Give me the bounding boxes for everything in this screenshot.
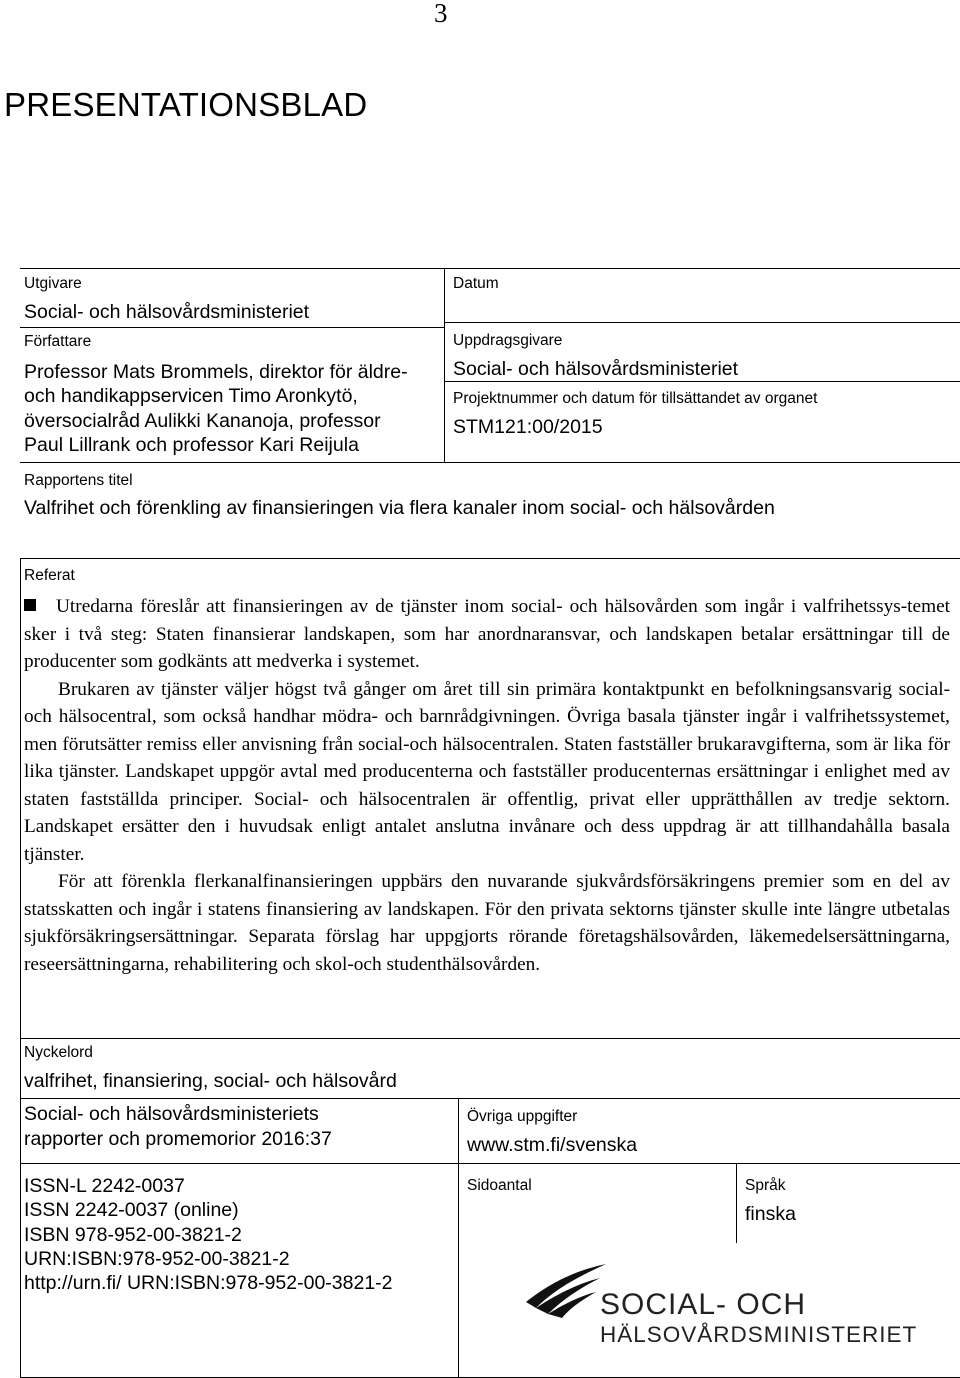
identifier-url: http://urn.fi/ URN:ISBN:978-952-00-3821-2	[24, 1272, 393, 1295]
identifier-issn-l: ISSN-L 2242-0037	[24, 1175, 185, 1197]
date-label: Datum	[453, 275, 499, 292]
authors-line: översocialråd Aulikki Kananoja, professor	[24, 409, 381, 432]
form-top-border	[20, 268, 960, 269]
identifier-isbn: ISBN 978-952-00-3821-2	[24, 1223, 242, 1246]
ministry-logo	[520, 1262, 920, 1362]
form-column-divider	[444, 268, 445, 462]
project-value: STM121:00/2015	[453, 416, 603, 438]
publisher-value: Social- och hälsovårdsministeriet	[24, 301, 310, 323]
authors-line: Professor Mats Brommels, direktor för äldre-	[24, 361, 408, 383]
series-section-bottom	[20, 1163, 960, 1164]
authors-label: Författare	[24, 333, 92, 350]
authors-line: och handikappservicen Timo Aronkytö,	[24, 385, 358, 408]
language-label: Språk	[745, 1177, 786, 1194]
other-info-value: www.stm.fi/svenska	[467, 1134, 638, 1156]
ministry-swoosh-icon	[520, 1262, 610, 1322]
page-number: 3	[434, 0, 448, 28]
keywords-section-bottom	[20, 1098, 960, 1099]
abstract-paragraph-text: Utredarna föreslår att finansieringen av de tjänster inom social- och hälsovården som ingår i valfrihetssys-temet sker i två steg: Staten finansierar landskapen, som har anordnaransvar, och landskapen betalar ersättningar till de producenter som godkänts att medverka i systemet.	[24, 596, 950, 672]
commissioner-divider	[444, 381, 960, 382]
report-title-value: Valfrihet och förenkling av finansieringen via flera kanaler inom social- och hälsovården	[24, 497, 775, 519]
identifier-urn: URN:ISBN:978-952-00-3821-2	[24, 1247, 290, 1270]
publisher-divider	[20, 327, 444, 328]
identifiers-list	[24, 1174, 393, 1295]
language-value: finska	[745, 1203, 796, 1225]
identifier-issn: ISSN 2242-0037 (online)	[24, 1199, 239, 1222]
abstract-paragraph: Brukaren av tjänster väljer högst två gånger om året till sin primära kontaktpunkt en befolkningsansvarig social- och hälsocentral, som också handhar mödra- och barnrådgivningen. Övriga basala tjänster ingår i valfrihetssystemet, men förutsätter remiss eller anvisning från social-och hälsocentralen. Staten fastställer brukaravgifterna, som är lika för lika tjänster. Landskapet uppgör avtal med producenterna och fastställer producenternas ersättningar i enlighet med av staten fastställda principer. Social- och hälsocentralen är offentlig, privat eller upprätthållen av tredje sektorn. Landskapet ersätter den i huvudsak enligt antalet anslutna invånare och dess uppdrag är att tillhandahålla basala tjänster.	[24, 678, 950, 865]
title-section-bottom	[20, 558, 960, 559]
keywords-label: Nyckelord	[24, 1044, 93, 1061]
logo-text-line-1: SOCIAL- OCH	[600, 1288, 807, 1321]
authors-line: Paul Lillrank och professor Kari Reijula	[24, 433, 359, 456]
pages-label: Sidoantal	[467, 1177, 532, 1194]
abstract-label: Referat	[24, 567, 75, 584]
abstract-text	[24, 593, 950, 978]
commissioner-value: Social- och hälsovårdsministeriet	[453, 358, 739, 380]
lower-column-divider	[458, 1098, 459, 1378]
other-info-label: Övriga uppgifter	[467, 1108, 578, 1125]
page-title: PRESENTATIONSBLAD	[4, 86, 368, 123]
project-label: Projektnummer och datum för tillsättandet av organet	[453, 390, 818, 407]
datum-divider	[444, 322, 960, 323]
report-title-label: Rapportens titel	[24, 472, 133, 489]
series-value	[24, 1102, 332, 1151]
pages-language-divider	[736, 1163, 737, 1243]
square-bullet-icon	[24, 599, 36, 611]
authors-value	[24, 360, 408, 457]
commissioner-label: Uppdragsgivare	[453, 332, 563, 349]
series-line: Social- och hälsovårdsministeriets	[24, 1103, 319, 1125]
abstract-paragraph: För att förenkla flerkanalfinansieringen uppbärs den nuvarande sjukvårdsförsäkringens premier som en del av statsskatten och ingår i statens finansiering av landskapen. För den privata sektorns tjänster skulle inte längre utbetalas sjukförsäkringsersättningar. Separata förslag har uppgjorts rörande företagshälsovården, läkemedelsersättningarna, reseersättningarna, rehabilitering och skol-och studenthälsovården.	[24, 871, 950, 975]
header-section-bottom	[20, 462, 960, 463]
publisher-label: Utgivare	[24, 275, 82, 292]
logo-text-line-2: HÄLSOVÅRDSMINISTERIET	[600, 1322, 918, 1347]
abstract-section-bottom	[20, 1038, 960, 1039]
series-line: rapporter och promemorior 2016:37	[24, 1127, 332, 1150]
keywords-value: valfrihet, finansiering, social- och hälsovård	[24, 1070, 397, 1092]
abstract-paragraph	[24, 593, 950, 676]
form-left-border	[20, 558, 21, 1378]
